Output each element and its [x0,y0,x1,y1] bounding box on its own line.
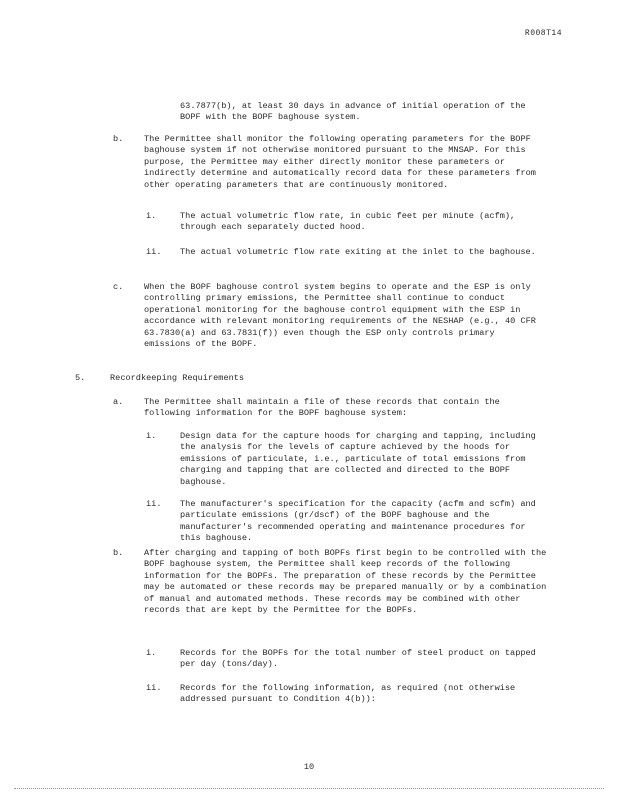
item-marker-b2-i: i. [146,648,157,658]
item-marker-b2: b. [113,548,124,558]
item-marker-c: c. [113,282,124,292]
section-marker-5: 5. [75,373,86,383]
paragraph-b2: After charging and tapping of both BOPFs first begin to be controlled with the BOPF baghouse system, the Permittee shall keep records of the following information for the BOPFs. The preparation of these records by the Permittee may be automated or these records may be prepared manually or by a combination of manual and automated methods. These records may be combined with other records that are kept by the Permittee for the BOPFs. [144,548,547,616]
paragraph-continuation: 63.7877(b), at least 30 days in advance of initial operation of the BOPF with the BOPF baghouse system. [180,101,526,123]
document-id: R008T14 [524,29,562,38]
paragraph-a-i: Design data for the capture hoods for charging and tapping, including the analysis for the levels of capture achieved by the hoods for emissions of particulate, i.e., particulate of total emissions from charging and tapping that are collected and directed to the BOPF baghouse. [180,431,536,487]
paragraph-b-ii: The actual volumetric flow rate exiting at the inlet to the baghouse. [180,247,536,257]
item-marker-b: b. [113,134,124,144]
paragraph-a: The Permittee shall maintain a file of these records that contain the following information for the BOPF baghouse system: [144,397,500,419]
item-marker-b2-ii: ii. [146,683,162,693]
item-marker-a: a. [113,397,124,407]
item-marker-a-ii: ii. [146,499,162,509]
page-number: 10 [303,762,315,772]
item-marker-b-i: i. [146,211,157,221]
item-marker-b-ii: ii. [146,247,162,257]
paragraph-b-i: The actual volumetric flow rate, in cubic feet per minute (acfm), through each separately ducted hood. [180,211,516,233]
paragraph-b2-ii: Records for the following information, as required (not otherwise addressed pursuant to Condition 4(b)): [180,683,516,705]
section-heading-recordkeeping: Recordkeeping Requirements [110,373,245,383]
paragraph-a-ii: The manufacturer's specification for the capacity (acfm and scfm) and particulate emissions (gr/dscf) of the BOPF baghouse and the manufacturer's recommended operating and maintenance procedures for this baghouse. [180,499,536,544]
footer-rule [14,788,604,789]
paragraph-b2-i: Records for the BOPFs for the total number of steel product on tapped per day (tons/day). [180,648,536,670]
paragraph-b-monitoring: The Permittee shall monitor the following operating parameters for the BOPF baghouse system if not otherwise monitored pursuant to the MNSAP. For this purpose, the Permittee may either directly monitor these parameters or indirectly determine and automatically record data for these parameters from other operating parameters that are continuously monitored. [144,134,536,190]
item-marker-a-i: i. [146,431,157,441]
paragraph-c: When the BOPF baghouse control system begins to operate and the ESP is only controlling primary emissions, the Permittee shall continue to conduct operational monitoring for the baghouse control equipment with the ESP in accordance with relevant monitoring requirements of the NESHAP (e.g., 40 CFR 63.7830(a) and 63.7831(f)) even though the ESP only controls primary emissions of the BOPF. [144,282,536,350]
